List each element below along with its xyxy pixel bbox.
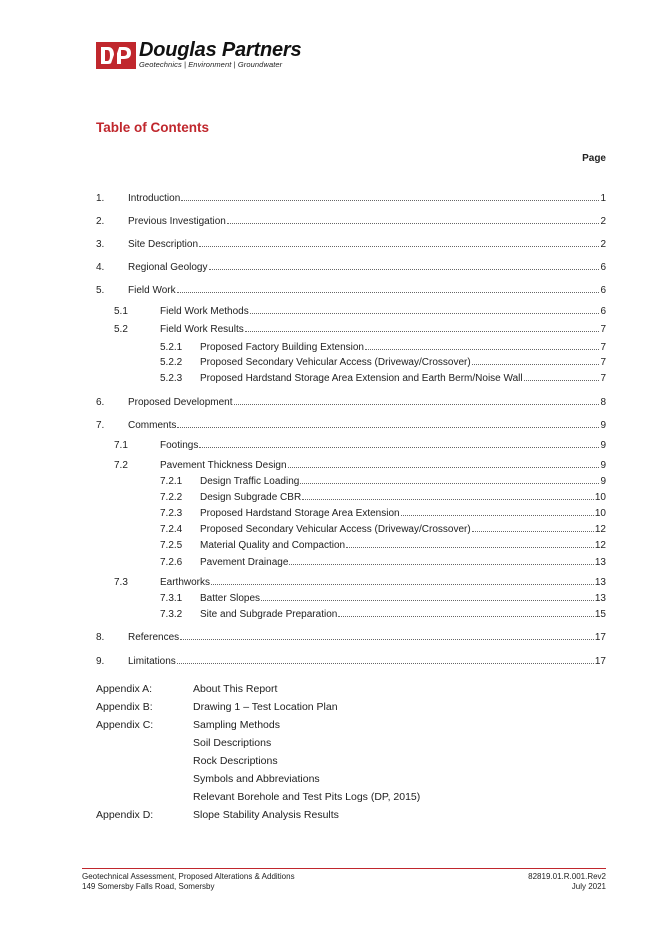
toc-entry-page: 9: [600, 420, 606, 431]
toc-dot-leader: [177, 292, 600, 293]
appendix-title: Relevant Borehole and Test Pits Logs (DP, 2015): [193, 791, 421, 803]
toc-entry-number: 7.3.2: [160, 609, 183, 620]
toc-entry-number: 7.2.1: [160, 476, 183, 487]
toc-entry-page: 7: [600, 342, 606, 353]
toc-entry-page: 8: [600, 397, 606, 408]
toc-entry[interactable]: [96, 632, 606, 646]
brand-tagline: Geotechnics | Environment | Groundwater: [139, 60, 283, 69]
toc-dot-leader: [199, 447, 599, 448]
toc-entry-title: Pavement Thickness Design: [160, 460, 287, 471]
toc-dot-leader: [180, 639, 594, 640]
toc-entry-page: 13: [594, 557, 606, 568]
footer-date: July 2021: [571, 882, 606, 891]
toc-entry[interactable]: [96, 239, 606, 253]
appendix-title: Sampling Methods: [193, 719, 280, 731]
toc-entry-page: 10: [594, 492, 606, 503]
toc-entry-title: Comments: [128, 420, 177, 431]
toc-entry-page: 7: [600, 324, 606, 335]
toc-dot-leader: [365, 349, 599, 350]
toc-entry-title: Batter Slopes: [200, 593, 261, 604]
toc-entry[interactable]: [96, 216, 606, 230]
toc-entry[interactable]: [160, 357, 606, 371]
toc-entry[interactable]: [160, 557, 606, 571]
appendix-label: [96, 791, 193, 803]
appendix-title: Soil Descriptions: [193, 737, 272, 749]
appendix-title: Drawing 1 – Test Location Plan: [193, 701, 338, 713]
toc-entry[interactable]: [114, 440, 606, 454]
appendix-title: About This Report: [193, 683, 278, 695]
footer-left: [82, 872, 295, 892]
appendix-item: [96, 791, 420, 803]
toc-entry-number: 7.2: [114, 460, 128, 471]
toc-dot-leader: [199, 246, 599, 247]
toc-entry[interactable]: [114, 460, 606, 474]
toc-dot-leader: [234, 404, 600, 405]
toc-entry-title: Introduction: [128, 193, 181, 204]
toc-entry-title: Proposed Secondary Vehicular Access (Driveway/Crossover): [200, 524, 471, 535]
toc-dot-leader: [289, 564, 593, 565]
appendix-label: [96, 773, 193, 785]
toc-entry-number: 5.2: [114, 324, 128, 335]
toc-entry-title: Field Work: [128, 285, 176, 296]
toc-entry-page: 13: [594, 577, 606, 588]
toc-entry-page: 9: [600, 476, 606, 487]
toc-entry-title: Site Description: [128, 239, 199, 250]
toc-entry-number: 7.2.3: [160, 508, 183, 519]
toc-entry[interactable]: [160, 540, 606, 554]
toc-entry-number: 5.2.1: [160, 342, 183, 353]
toc-entry[interactable]: [96, 656, 606, 670]
toc-entry-title: Proposed Hardstand Storage Area Extension: [200, 508, 400, 519]
toc-entry-number: 5.2.2: [160, 357, 183, 368]
toc-dot-leader: [181, 200, 599, 201]
toc-entry[interactable]: [96, 285, 606, 299]
toc-dot-leader: [261, 600, 594, 601]
toc-entry-number: 3.: [96, 239, 105, 250]
toc-entry[interactable]: [160, 524, 606, 538]
toc-entry-number: 1.: [96, 193, 105, 204]
toc-entry[interactable]: [160, 342, 606, 356]
toc-entry-title: Footings: [160, 440, 199, 451]
toc-entry-number: 9.: [96, 656, 105, 667]
toc-entry-page: 9: [600, 460, 606, 471]
toc-entry[interactable]: [160, 609, 606, 623]
toc-dot-leader: [302, 499, 594, 500]
toc-entry-number: 7.2.5: [160, 540, 183, 551]
toc-entry[interactable]: [160, 508, 606, 522]
toc-entry-page: 12: [594, 540, 606, 551]
toc-entry-title: Proposed Secondary Vehicular Access (Driveway/Crossover): [200, 357, 471, 368]
toc-entry-title: Proposed Hardstand Storage Area Extension and Earth Berm/Noise Wall: [200, 373, 523, 384]
toc-dot-leader: [472, 531, 594, 532]
toc-entry[interactable]: [96, 397, 606, 411]
toc-entry-number: 5.1: [114, 306, 128, 317]
toc-entry-title: Proposed Development: [128, 397, 233, 408]
toc-entry-title: Earthworks: [160, 577, 211, 588]
toc-entry-number: 7.2.4: [160, 524, 183, 535]
appendix-item: [96, 809, 339, 821]
toc-entry-title: Design Traffic Loading: [200, 476, 300, 487]
appendix-title: Slope Stability Analysis Results: [193, 809, 339, 821]
toc-entry[interactable]: [160, 373, 606, 387]
footer-right: [420, 872, 606, 892]
toc-dot-leader: [300, 483, 599, 484]
toc-entry-title: Previous Investigation: [128, 216, 226, 227]
appendix-item: [96, 773, 320, 785]
footer-report-number: 82819.01.R.001.Rev2: [528, 872, 606, 881]
toc-entry-page: 2: [600, 239, 606, 250]
toc-entry-page: 6: [600, 285, 606, 296]
toc-entry-number: 7.1: [114, 440, 128, 451]
appendix-item: [96, 737, 271, 749]
toc-entry[interactable]: [114, 306, 606, 320]
toc-entry-number: 7.3: [114, 577, 128, 588]
toc-dot-leader: [177, 427, 599, 428]
toc-dot-leader: [401, 515, 594, 516]
toc-entry[interactable]: [114, 577, 606, 591]
toc-entry-number: 8.: [96, 632, 105, 643]
toc-entry[interactable]: [160, 593, 606, 607]
toc-entry-title: Proposed Factory Building Extension: [200, 342, 364, 353]
toc-entry-title: Site and Subgrade Preparation: [200, 609, 338, 620]
appendix-label: [96, 755, 193, 767]
toc-entry-page: 1: [600, 193, 606, 204]
appendix-label: [96, 737, 193, 749]
toc-entry-page: 7: [600, 373, 606, 384]
appendix-item: [96, 701, 338, 713]
toc-entry-title: Field Work Results: [160, 324, 244, 335]
toc-entry-number: 5.: [96, 285, 105, 296]
toc-entry-page: 17: [594, 656, 606, 667]
toc-entry[interactable]: [160, 476, 606, 490]
appendix-label: Appendix B:: [96, 701, 153, 713]
toc-entry-number: 7.: [96, 420, 105, 431]
toc-entry-title: Limitations: [128, 656, 176, 667]
toc-dot-leader: [245, 331, 600, 332]
toc-dot-leader: [524, 380, 600, 381]
page-title: Table of Contents: [96, 120, 209, 135]
toc-entry-page: 10: [594, 508, 606, 519]
douglas-partners-logo-icon: [96, 42, 136, 69]
toc-entry[interactable]: [96, 262, 606, 276]
toc-dot-leader: [250, 313, 600, 314]
toc-entry-page: 7: [600, 357, 606, 368]
toc-dot-leader: [338, 616, 594, 617]
toc-entry-page: 9: [600, 440, 606, 451]
toc-dot-leader: [211, 584, 594, 585]
toc-entry-number: 7.2.2: [160, 492, 183, 503]
toc-dot-leader: [472, 364, 600, 365]
appendix-item: [96, 755, 278, 767]
toc-entry-title: Pavement Drainage: [200, 557, 289, 568]
toc-entry-number: 6.: [96, 397, 105, 408]
toc-entry-title: Field Work Methods: [160, 306, 249, 317]
appendix-label: Appendix C:: [96, 719, 154, 731]
toc-entry-page: 15: [594, 609, 606, 620]
appendix-item: [96, 719, 280, 731]
company-logo: [96, 39, 316, 70]
toc-entry-number: 4.: [96, 262, 105, 273]
toc-entry-number: 5.2.3: [160, 373, 183, 384]
brand-name: Douglas Partners: [139, 39, 302, 61]
appendix-label: Appendix D:: [96, 809, 154, 821]
toc-entry[interactable]: [96, 420, 606, 434]
appendix-title: Symbols and Abbreviations: [193, 773, 320, 785]
toc-entry-number: 7.2.6: [160, 557, 183, 568]
toc-entry-page: 6: [600, 306, 606, 317]
toc-dot-leader: [346, 547, 594, 548]
footer-address: 149 Somersby Falls Road, Somersby: [82, 882, 215, 891]
footer-report-title: Geotechnical Assessment, Proposed Alterations & Additions: [82, 872, 295, 881]
toc-dot-leader: [288, 467, 600, 468]
toc-entry-page: 17: [594, 632, 606, 643]
footer-divider: [82, 868, 606, 869]
appendix-label: Appendix A:: [96, 683, 153, 695]
appendix-item: [96, 683, 277, 695]
toc-entry[interactable]: [114, 324, 606, 338]
toc-entry-page: 12: [594, 524, 606, 535]
toc-entry-title: Design Subgrade CBR: [200, 492, 302, 503]
toc-entry-number: 2.: [96, 216, 105, 227]
toc-entry-title: Material Quality and Compaction: [200, 540, 346, 551]
toc-dot-leader: [227, 223, 600, 224]
toc-entry-page: 6: [600, 262, 606, 273]
toc-entry-page: 13: [594, 593, 606, 604]
toc-entry-title: Regional Geology: [128, 262, 208, 273]
page-column-header: Page: [582, 153, 606, 164]
appendix-title: Rock Descriptions: [193, 755, 278, 767]
toc-dot-leader: [209, 269, 600, 270]
toc-entry-number: 7.3.1: [160, 593, 183, 604]
toc-entry[interactable]: [96, 193, 606, 207]
toc-entry-title: References: [128, 632, 180, 643]
toc-dot-leader: [177, 663, 594, 664]
toc-entry[interactable]: [160, 492, 606, 506]
toc-entry-page: 2: [600, 216, 606, 227]
